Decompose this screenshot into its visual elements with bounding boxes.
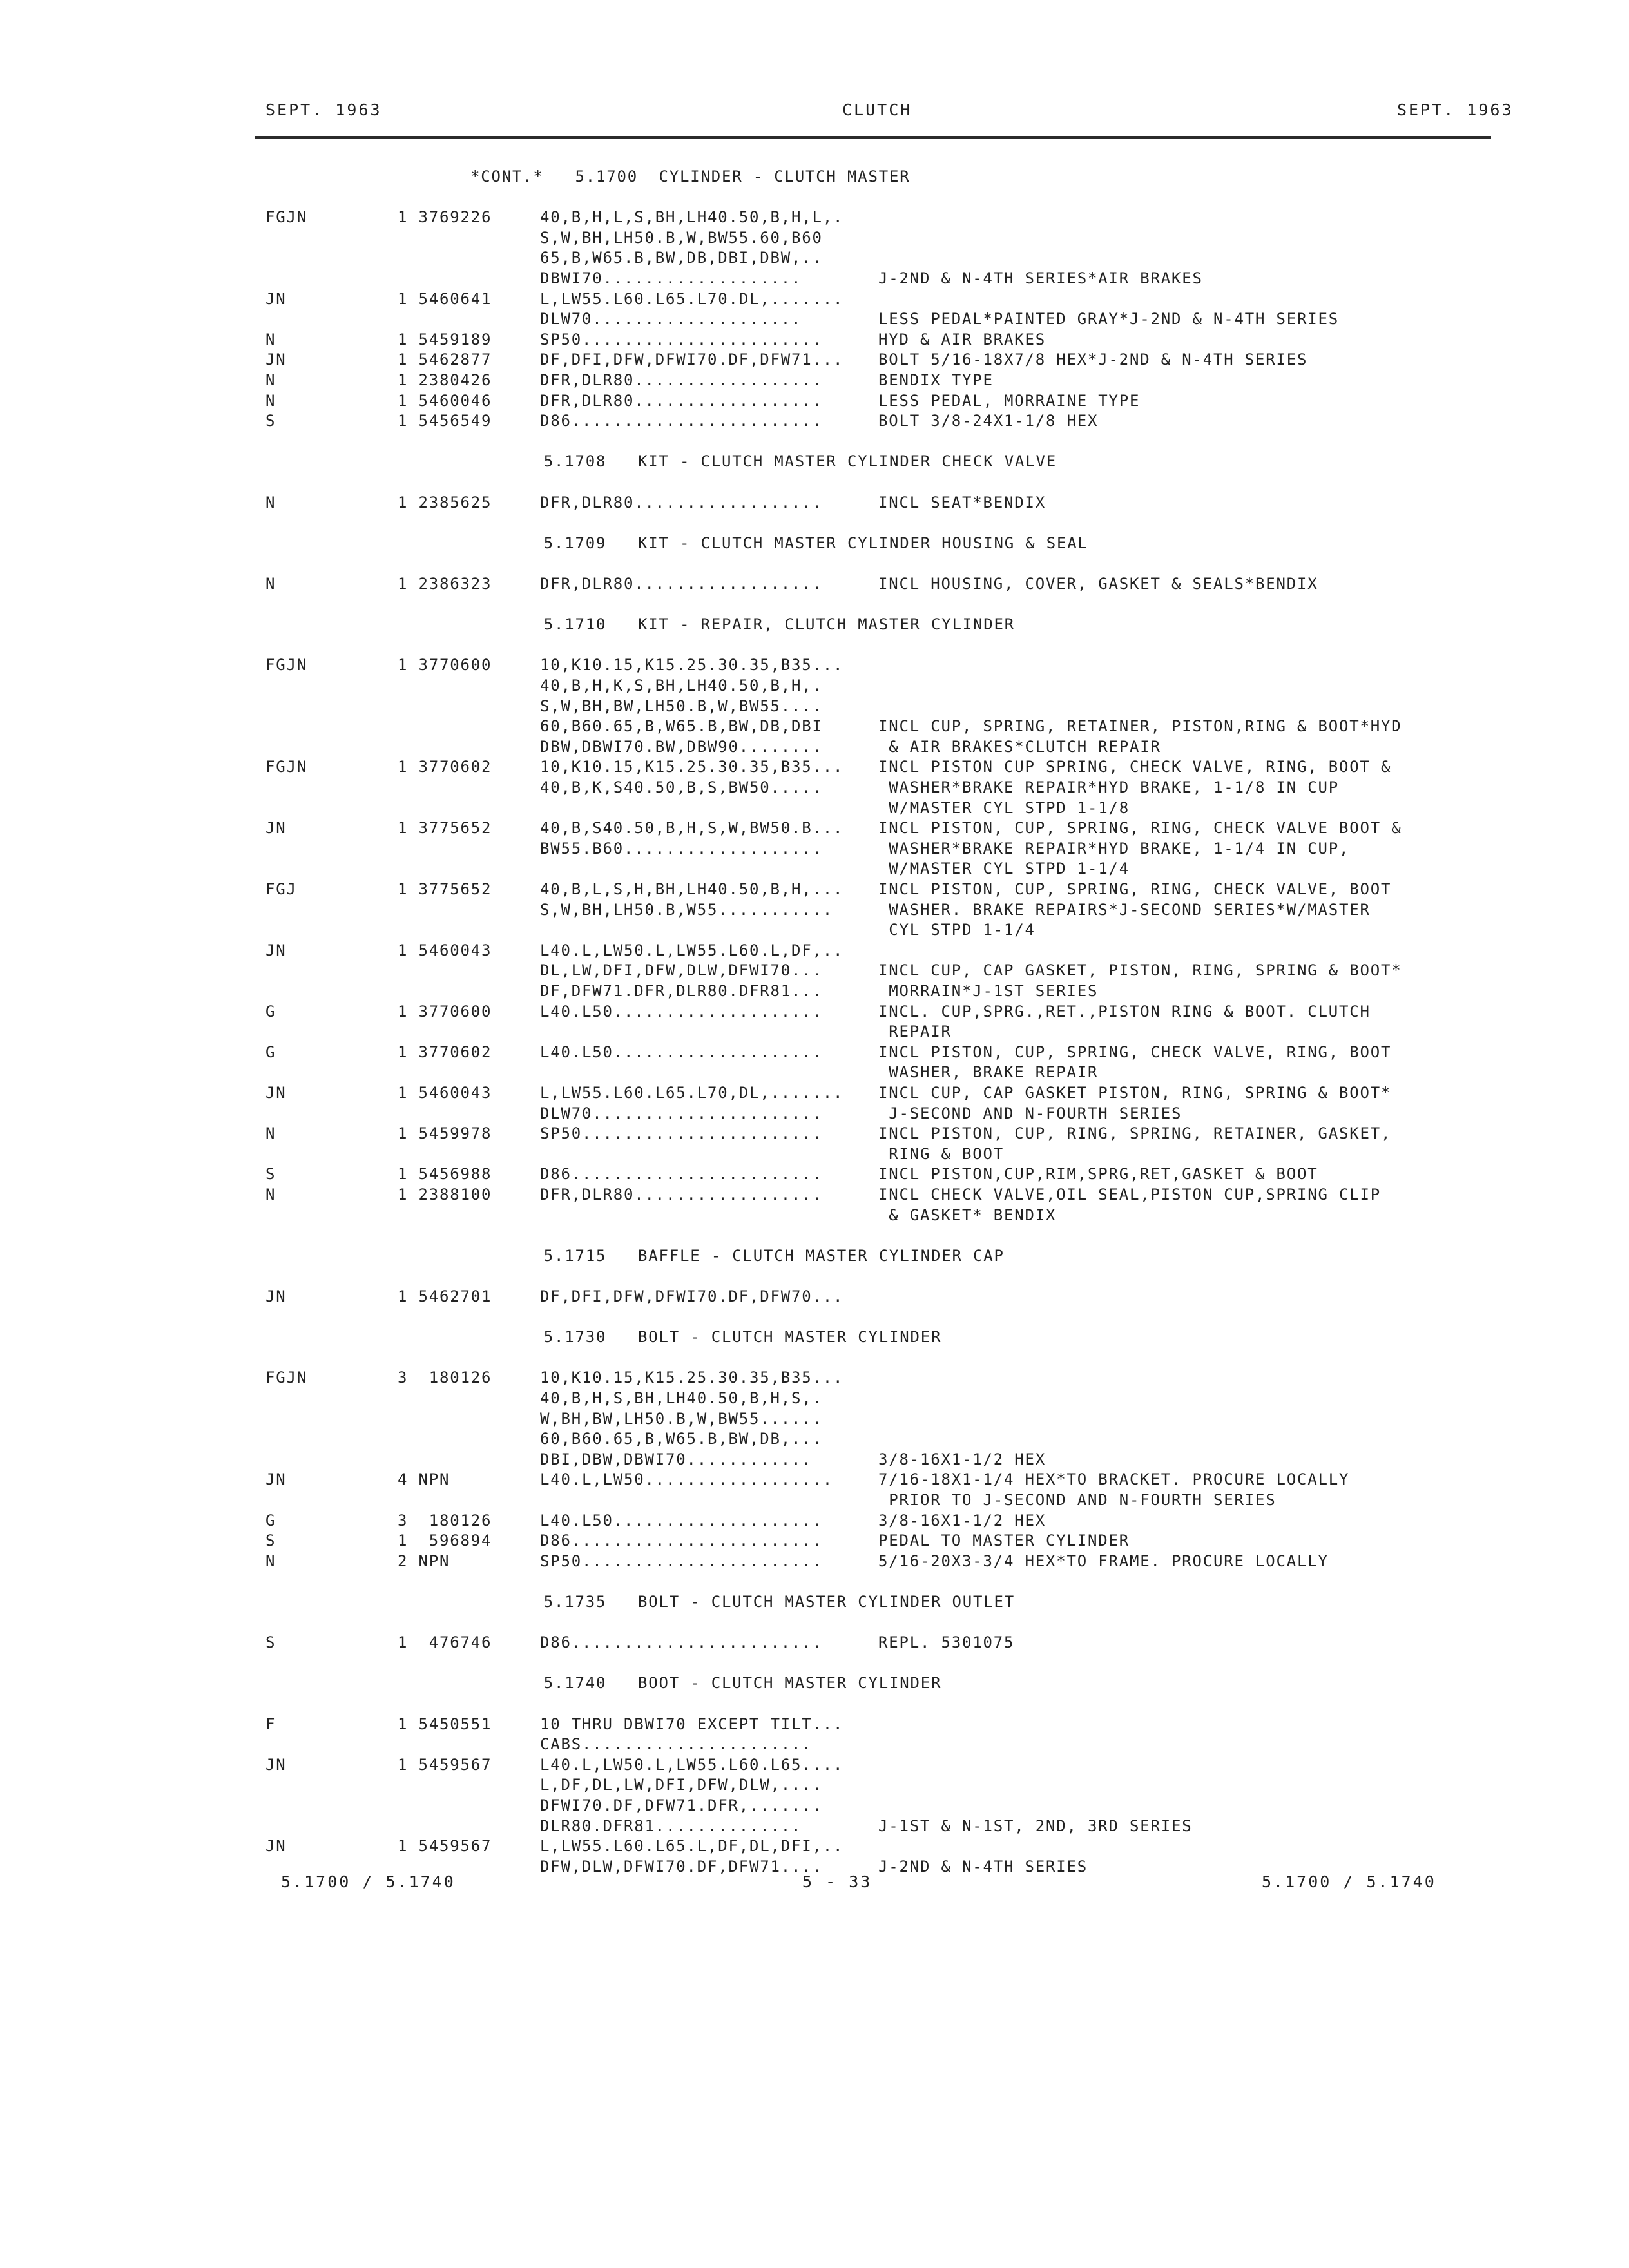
part-number: 1 5459567	[398, 1756, 492, 1774]
application: CABS......................	[540, 1735, 813, 1753]
application: 60,B60.65,B,W65.B,BW,DB,DBI	[540, 717, 823, 735]
part-number: 3 180126	[398, 1512, 492, 1530]
remarks: W/MASTER CYL STPD 1-1/8	[878, 799, 1130, 817]
application: L,LW55.L60.L65.L,DF,DL,DFI,..	[540, 1837, 844, 1855]
remarks: J-SECOND AND N-FOURTH SERIES	[878, 1104, 1182, 1122]
model-code: G	[265, 1512, 276, 1530]
section-heading: 5.1708 KIT - CLUTCH MASTER CYLINDER CHECK VALVE	[470, 452, 1057, 470]
application: DBWI70...................	[540, 269, 802, 287]
application: L,DF,DL,LW,DFI,DFW,DLW,....	[540, 1776, 823, 1794]
part-number: 1 2385625	[398, 494, 492, 512]
application: D86........................	[540, 1165, 823, 1183]
model-code: N	[265, 1552, 276, 1570]
application: 40,B,L,S,H,BH,LH40.50,B,H,...	[540, 880, 844, 898]
application: L40.L50....................	[540, 1003, 823, 1021]
remarks: INCL CUP, SPRING, RETAINER, PISTON,RING & BOOT*HYD	[878, 717, 1402, 735]
remarks: 7/16-18X1-1/4 HEX*TO BRACKET. PROCURE LOCALLY	[878, 1470, 1350, 1488]
header-date-left: SEPT. 1963	[265, 101, 382, 119]
header-date-right: SEPT. 1963	[1397, 101, 1514, 119]
application: D86........................	[540, 1633, 823, 1651]
part-number: 1 5459567	[398, 1837, 492, 1855]
part-number: 1 5450551	[398, 1715, 492, 1733]
remarks: & AIR BRAKES*CLUTCH REPAIR	[878, 738, 1161, 756]
model-code: JN	[265, 1470, 287, 1488]
application: DFR,DLR80..................	[540, 1186, 823, 1204]
model-code: JN	[265, 1756, 287, 1774]
part-number: 1 5460043	[398, 1084, 492, 1102]
remarks: CYL STPD 1-1/4	[878, 921, 1036, 939]
remarks: MORRAIN*J-1ST SERIES	[878, 982, 1099, 1000]
application: DFR,DLR80..................	[540, 494, 823, 512]
remarks: 3/8-16X1-1/2 HEX	[878, 1512, 1046, 1530]
remarks: BENDIX TYPE	[878, 371, 994, 389]
remarks: INCL SEAT*BENDIX	[878, 494, 1046, 512]
application: L40.L,LW50..................	[540, 1470, 833, 1488]
model-code: JN	[265, 1084, 287, 1102]
part-number: 1 3770600	[398, 656, 492, 674]
section-heading: 5.1710 KIT - REPAIR, CLUTCH MASTER CYLINDER	[470, 615, 1015, 633]
application: DF,DFW71.DFR,DLR80.DFR81...	[540, 982, 823, 1000]
application: DFR,DLR80..................	[540, 575, 823, 593]
application: 10,K10.15,K15.25.30.35,B35...	[540, 1369, 844, 1387]
remarks: INCL PISTON, CUP, SPRING, CHECK VALVE, RING, BOOT	[878, 1043, 1392, 1061]
remarks: INCL. CUP,SPRG.,RET.,PISTON RING & BOOT. CLUTCH	[878, 1003, 1371, 1021]
part-number: 1 5456988	[398, 1165, 492, 1183]
model-code: JN	[265, 290, 287, 308]
remarks: WASHER*BRAKE REPAIR*HYD BRAKE, 1-1/4 IN CUP,	[878, 840, 1350, 858]
part-number: 1 3775652	[398, 880, 492, 898]
model-code: FGJN	[265, 1369, 307, 1387]
model-code: N	[265, 494, 276, 512]
application: S,W,BH,BW,LH50.B,W,BW55....	[540, 697, 823, 715]
remarks: J-2ND & N-4TH SERIES*AIR BRAKES	[878, 269, 1203, 287]
part-number: 3 180126	[398, 1369, 492, 1387]
application: DLW70......................	[540, 1104, 823, 1122]
part-number: 1 5456549	[398, 412, 492, 430]
remarks: 3/8-16X1-1/2 HEX	[878, 1450, 1046, 1468]
part-number: 1 5459978	[398, 1124, 492, 1142]
remarks: INCL PISTON,CUP,RIM,SPRG,RET,GASKET & BOOT	[878, 1165, 1318, 1183]
model-code: JN	[265, 819, 287, 837]
part-number: 1 5462877	[398, 351, 492, 369]
part-number: 1 3769226	[398, 208, 492, 226]
remarks: INCL PISTON, CUP, SPRING, RING, CHECK VALVE, BOOT	[878, 880, 1392, 898]
application: 60,B60.65,B,W65.B,BW,DB,...	[540, 1430, 823, 1448]
part-number: 1 2386323	[398, 575, 492, 593]
application: SP50.......................	[540, 1124, 823, 1142]
application: L40.L50....................	[540, 1043, 823, 1061]
remarks: INCL HOUSING, COVER, GASKET & SEALS*BENDIX	[878, 575, 1318, 593]
section-heading: 5.1709 KIT - CLUTCH MASTER CYLINDER HOUSING & SEAL	[470, 534, 1088, 552]
model-code: F	[265, 1715, 276, 1733]
remarks: REPL. 5301075	[878, 1633, 1015, 1651]
part-number: 1 3770602	[398, 1043, 492, 1061]
model-code: JN	[265, 941, 287, 959]
model-code: S	[265, 412, 276, 430]
model-code: N	[265, 1186, 276, 1204]
application: 10,K10.15,K15.25.30.35,B35...	[540, 656, 844, 674]
part-number: 1 2388100	[398, 1186, 492, 1204]
part-number: 1 3770602	[398, 758, 492, 776]
remarks: HYD & AIR BRAKES	[878, 331, 1046, 349]
remarks: LESS PEDAL*PAINTED GRAY*J-2ND & N-4TH SERIES	[878, 310, 1339, 328]
model-code: JN	[265, 1287, 287, 1305]
model-code: S	[265, 1165, 276, 1183]
application: 40,B,K,S40.50,B,S,BW50.....	[540, 778, 823, 796]
model-code: JN	[265, 1837, 287, 1855]
section-heading: 5.1735 BOLT - CLUTCH MASTER CYLINDER OUTLET	[470, 1593, 1015, 1611]
application: 10,K10.15,K15.25.30.35,B35...	[540, 758, 844, 776]
application: 40,B,H,S,BH,LH40.50,B,H,S,.	[540, 1389, 823, 1407]
footer-range-right: 5.1700 / 5.1740	[1262, 1872, 1436, 1891]
application: DBI,DBW,DBWI70............	[540, 1450, 813, 1468]
remarks: BOLT 3/8-24X1-1/8 HEX	[878, 412, 1099, 430]
model-code: S	[265, 1532, 276, 1550]
part-number: 1 5460043	[398, 941, 492, 959]
part-number: 1 476746	[398, 1633, 492, 1651]
application: SP50.......................	[540, 1552, 823, 1570]
application: S,W,BH,LH50.B,W55...........	[540, 901, 833, 919]
application: DFR,DLR80..................	[540, 392, 823, 410]
model-code: N	[265, 575, 276, 593]
application: DLR80.DFR81..............	[540, 1817, 802, 1835]
application: DFWI70.DF,DFW71.DFR,.......	[540, 1796, 823, 1814]
application: DFR,DLR80..................	[540, 371, 823, 389]
remarks: INCL PISTON, CUP, RING, SPRING, RETAINER, GASKET,	[878, 1124, 1392, 1142]
part-number: 1 596894	[398, 1532, 492, 1550]
model-code: JN	[265, 351, 287, 369]
remarks: 5/16-20X3-3/4 HEX*TO FRAME. PROCURE LOCALLY	[878, 1552, 1329, 1570]
model-code: FGJN	[265, 758, 307, 776]
application: DFW,DLW,DFWI70.DF,DFW71....	[540, 1858, 823, 1876]
part-number: 1 5460641	[398, 290, 492, 308]
remarks: REPAIR	[878, 1023, 952, 1041]
part-number: 4 NPN	[398, 1470, 450, 1488]
application: L40.L,LW50.L,LW55.L60.L65....	[540, 1756, 844, 1774]
footer-range-left: 5.1700 / 5.1740	[281, 1872, 456, 1891]
remarks: WASHER. BRAKE REPAIRS*J-SECOND SERIES*W/MASTER	[878, 901, 1371, 919]
part-number: 1 5462701	[398, 1287, 492, 1305]
remarks: INCL CUP, CAP GASKET PISTON, RING, SPRING & BOOT*	[878, 1084, 1392, 1102]
section-heading: 5.1715 BAFFLE - CLUTCH MASTER CYLINDER CAP	[470, 1247, 1005, 1265]
model-code: G	[265, 1043, 276, 1061]
section-heading: 5.1730 BOLT - CLUTCH MASTER CYLINDER	[470, 1328, 942, 1346]
remarks: RING & BOOT	[878, 1145, 1004, 1163]
model-code: N	[265, 1124, 276, 1142]
model-code: FGJN	[265, 208, 307, 226]
remarks: WASHER*BRAKE REPAIR*HYD BRAKE, 1-1/8 IN CUP	[878, 778, 1339, 796]
application: DBW,DBWI70.BW,DBW90........	[540, 738, 823, 756]
application: DF,DFI,DFW,DFWI70.DF,DFW70...	[540, 1287, 844, 1305]
part-number: 2 NPN	[398, 1552, 450, 1570]
remarks: & GASKET* BENDIX	[878, 1206, 1057, 1224]
remarks: LESS PEDAL, MORRAINE TYPE	[878, 392, 1141, 410]
application: 40,B,S40.50,B,H,S,W,BW50.B...	[540, 819, 844, 837]
remarks: INCL PISTON CUP SPRING, CHECK VALVE, RING, BOOT &	[878, 758, 1392, 776]
remarks: INCL CUP, CAP GASKET, PISTON, RING, SPRING & BOOT*	[878, 961, 1402, 979]
part-number: 1 3770600	[398, 1003, 492, 1021]
remarks: J-2ND & N-4TH SERIES	[878, 1858, 1088, 1876]
remarks: WASHER, BRAKE REPAIR	[878, 1063, 1099, 1081]
application: SP50.......................	[540, 331, 823, 349]
remarks: J-1ST & N-1ST, 2ND, 3RD SERIES	[878, 1817, 1193, 1835]
model-code: FGJN	[265, 656, 307, 674]
application: BW55.B60...................	[540, 840, 823, 858]
application: DF,DFI,DFW,DFWI70.DF,DFW71...	[540, 351, 844, 369]
application: L40.L50....................	[540, 1512, 823, 1530]
application: L,LW55.L60.L65.L70,DL,.......	[540, 1084, 844, 1102]
application: D86........................	[540, 412, 823, 430]
model-code: G	[265, 1003, 276, 1021]
model-code: N	[265, 392, 276, 410]
footer-page-number: 5 - 33	[802, 1872, 872, 1891]
header-title: CLUTCH	[842, 101, 912, 119]
section-heading: 5.1740 BOOT - CLUTCH MASTER CYLINDER	[470, 1674, 942, 1692]
application: L,LW55.L60.L65.L70.DL,.......	[540, 290, 844, 308]
application: 65,B,W65.B,BW,DB,DBI,DBW,..	[540, 249, 823, 267]
application: 40,B,H,K,S,BH,LH40.50,B,H,.	[540, 677, 823, 695]
remarks: BOLT 5/16-18X7/8 HEX*J-2ND & N-4TH SERIES	[878, 351, 1308, 369]
application: 40,B,H,L,S,BH,LH40.50,B,H,L,.	[540, 208, 844, 226]
application: L40.L,LW50.L,LW55.L60.L,DF,..	[540, 941, 844, 959]
model-code: FGJ	[265, 880, 297, 898]
section-heading: *CONT.* 5.1700 CYLINDER - CLUTCH MASTER	[470, 168, 911, 186]
application: DL,LW,DFI,DFW,DLW,DFWI70...	[540, 961, 823, 979]
part-number: 1 3775652	[398, 819, 492, 837]
application: S,W,BH,LH50.B,W,BW55.60,B60	[540, 229, 823, 247]
application: DLW70....................	[540, 310, 802, 328]
application: 10 THRU DBWI70 EXCEPT TILT...	[540, 1715, 844, 1733]
application: D86........................	[540, 1532, 823, 1550]
model-code: N	[265, 331, 276, 349]
remarks: PEDAL TO MASTER CYLINDER	[878, 1532, 1130, 1550]
remarks: INCL CHECK VALVE,OIL SEAL,PISTON CUP,SPRING CLIP	[878, 1186, 1381, 1204]
remarks: PRIOR TO J-SECOND AND N-FOURTH SERIES	[878, 1491, 1277, 1509]
part-number: 1 5460046	[398, 392, 492, 410]
model-code: S	[265, 1633, 276, 1651]
remarks: W/MASTER CYL STPD 1-1/4	[878, 860, 1130, 878]
part-number: 1 2380426	[398, 371, 492, 389]
remarks: INCL PISTON, CUP, SPRING, RING, CHECK VALVE BOOT &	[878, 819, 1402, 837]
part-number: 1 5459189	[398, 331, 492, 349]
model-code: N	[265, 371, 276, 389]
application: W,BH,BW,LH50.B,W,BW55......	[540, 1410, 823, 1428]
